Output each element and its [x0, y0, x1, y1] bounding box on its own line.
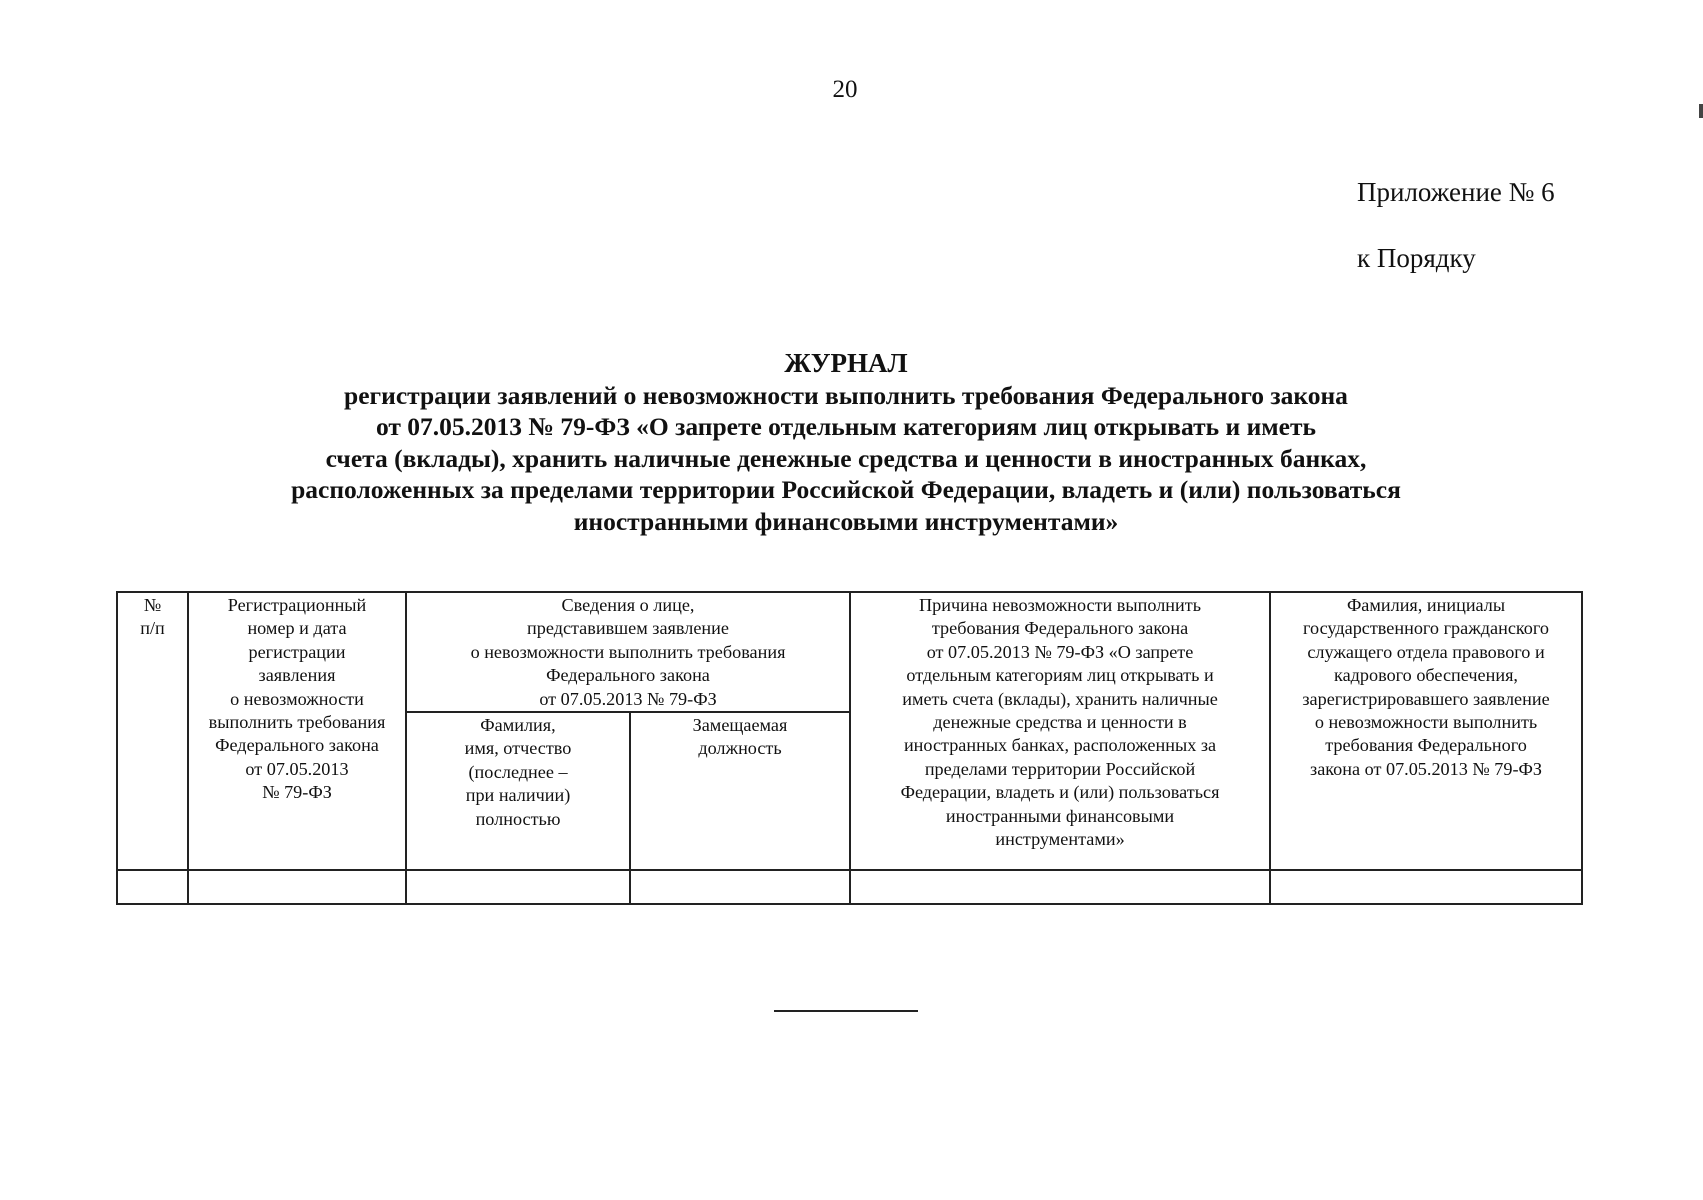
- title-line: регистрации заявлений о невозможности выполнить требования Федерального закона: [344, 380, 1348, 410]
- header-text-line: зарегистрировавшего заявление: [1302, 688, 1550, 709]
- header-text-line: полностью: [475, 808, 561, 829]
- header-text-line: регистрации: [248, 641, 346, 662]
- header-text-line: должность: [698, 738, 782, 759]
- header-text-line: кадрового обеспечения,: [1334, 665, 1518, 686]
- header-text-line: заявления: [258, 665, 336, 686]
- title-line: расположенных за пределами территории Российской Федерации, владеть и (или) пользоваться: [291, 475, 1401, 504]
- header-text-line: о невозможности выполнить требования: [470, 641, 786, 662]
- header-text-line: государственного гражданского: [1303, 618, 1549, 639]
- header-text-line: иностранных банках, расположенных за: [903, 735, 1217, 756]
- header-text-line: №: [143, 595, 162, 615]
- header-text-line: денежные средства и ценности в: [933, 712, 1187, 733]
- header-cell-number: [117, 592, 188, 870]
- header-cell-person-info: [406, 592, 850, 712]
- title-line: счета (вклады), хранить наличные денежные средства и ценности в иностранных банках,: [325, 443, 1367, 473]
- header-text-line: от 07.05.2013 № 79-ФЗ «О запрете: [926, 641, 1194, 662]
- document-title: [0, 348, 1692, 537]
- header-text-line: п/п: [140, 618, 165, 639]
- header-cell-registration: [188, 592, 406, 870]
- header-text-line: Причина невозможности выполнить: [919, 595, 1201, 615]
- table-cell-empty: [188, 870, 406, 904]
- closing-separator-line: [774, 1010, 918, 1012]
- header-text-line: инструментами»: [995, 829, 1125, 850]
- table-row: [117, 870, 1582, 904]
- page-number: 20: [832, 76, 858, 103]
- table-cell-empty: [1270, 870, 1582, 904]
- header-text-line: от 07.05.2013: [245, 758, 349, 779]
- table-cell-empty: [117, 870, 188, 904]
- header-text-line: Фамилия, инициалы: [1346, 595, 1506, 615]
- registration-journal-table: [116, 591, 1583, 905]
- header-text-line: Регистрационный: [227, 595, 367, 615]
- header-text-line: Сведения о лице,: [561, 595, 695, 615]
- header-text-line: номер и дата: [247, 618, 347, 639]
- header-cell-registrar: [1270, 592, 1582, 870]
- table-cell-empty: [630, 870, 850, 904]
- header-cell-position: [630, 712, 850, 870]
- header-text-line: имя, отчество: [464, 738, 572, 759]
- header-text-line: иметь счета (вклады), хранить наличные: [902, 688, 1218, 709]
- header-text-line: Фамилия,: [480, 715, 556, 736]
- title-line: от 07.05.2013 № 79-ФЗ «О запрете отдельным категориям лиц открывать и иметь: [375, 412, 1316, 441]
- appendix-reference: к Порядку: [1357, 243, 1476, 273]
- table-cell-empty: [850, 870, 1270, 904]
- appendix-number: Приложение № 6: [1357, 177, 1555, 207]
- title-heading: ЖУРНАЛ: [784, 348, 908, 378]
- table-cell-empty: [406, 870, 630, 904]
- header-text-line: пределами территории Российской: [924, 758, 1196, 779]
- header-text-line: (последнее –: [468, 761, 568, 782]
- header-text-line: Федерального закона: [546, 665, 710, 686]
- header-text-line: при наличии): [465, 785, 571, 806]
- header-text-line: закона от 07.05.2013 № 79-ФЗ: [1310, 758, 1542, 779]
- header-text-line: требования Федерального: [1325, 735, 1527, 756]
- table-header-row: [117, 592, 1582, 712]
- header-text-line: от 07.05.2013 № 79-ФЗ: [539, 688, 717, 709]
- header-text-line: о невозможности: [230, 688, 364, 709]
- title-line: иностранными финансовыми инструментами»: [573, 506, 1119, 536]
- header-cell-full-name: [406, 712, 630, 870]
- header-text-line: выполнить требования: [208, 712, 386, 733]
- header-text-line: о невозможности выполнить: [1314, 712, 1538, 733]
- header-text-line: Федерации, владеть и (или) пользоваться: [900, 782, 1220, 803]
- scan-edge-mark: [1699, 104, 1703, 118]
- header-text-line: требования Федерального закона: [931, 618, 1189, 639]
- header-text-line: Замещаемая: [692, 715, 788, 736]
- header-text-line: представившем заявление: [527, 618, 729, 639]
- header-text-line: Федерального закона: [215, 735, 379, 756]
- header-text-line: иностранными финансовыми: [945, 805, 1175, 826]
- header-text-line: служащего отдела правового и: [1307, 641, 1545, 662]
- header-text-line: № 79-ФЗ: [262, 782, 332, 803]
- header-text-line: отдельным категориям лиц открывать и: [906, 665, 1214, 686]
- header-cell-reason: [850, 592, 1270, 870]
